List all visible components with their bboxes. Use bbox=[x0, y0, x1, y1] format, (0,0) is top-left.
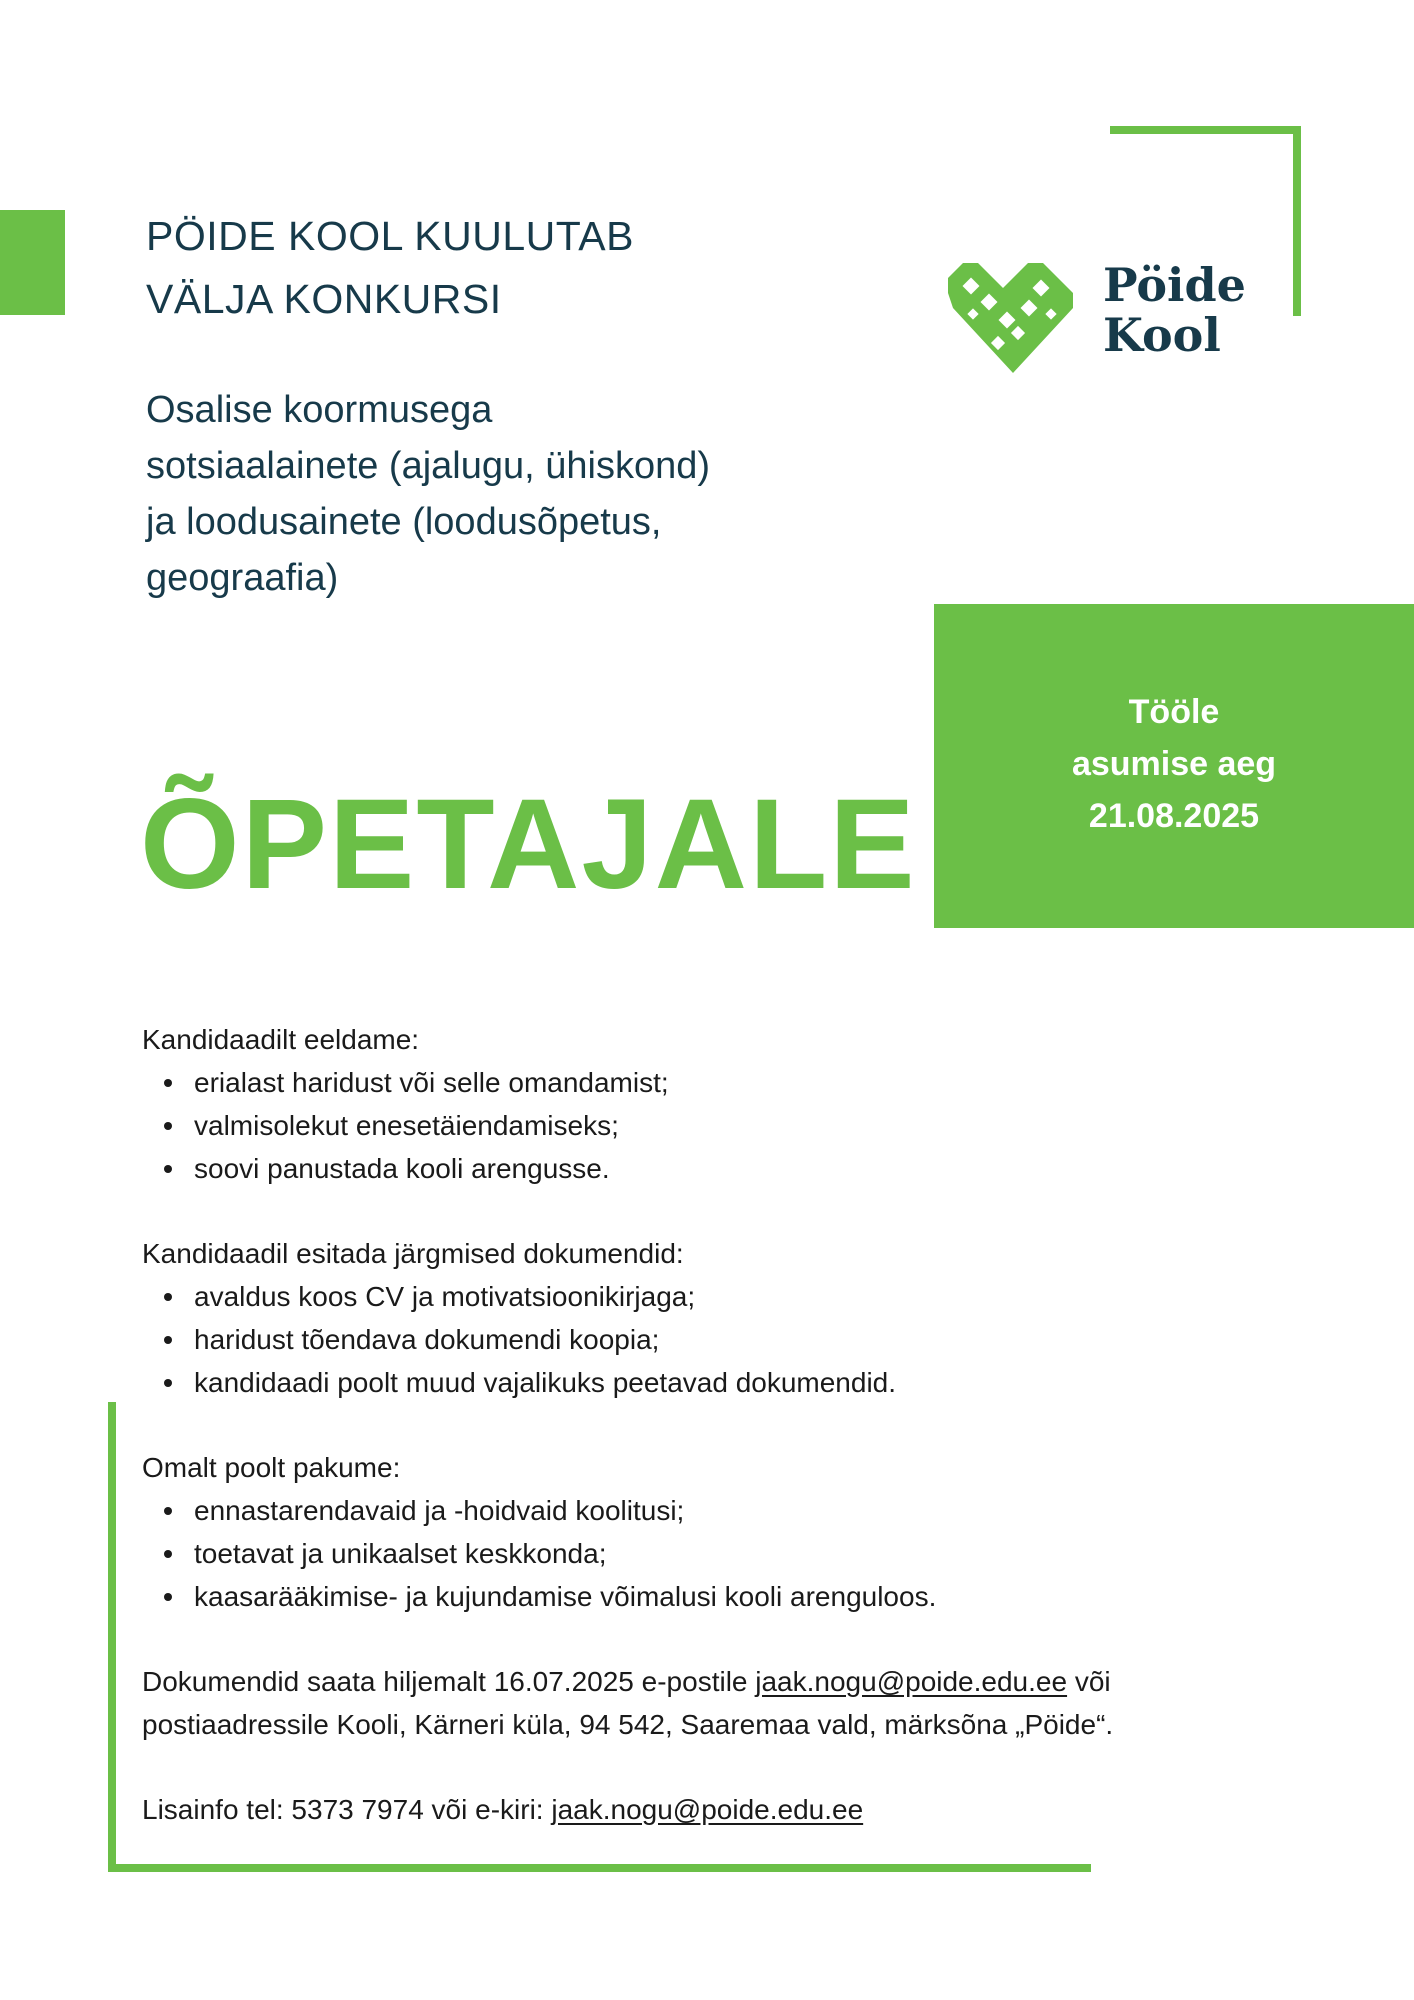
list-item: haridust tõendava dokumendi koopia; bbox=[194, 1318, 1242, 1361]
description-line: sotsiaalainete (ajalugu, ühiskond) bbox=[146, 445, 711, 487]
list-item: kaasarääkimise- ja kujundamise võimalusi kooli arenguloos. bbox=[194, 1575, 1242, 1618]
requirements-section bbox=[142, 1018, 1242, 1190]
contact-text: Lisainfo tel: 5373 7974 või e-kiri: bbox=[142, 1794, 552, 1825]
page-title: ÕPETAJALE bbox=[140, 773, 917, 916]
list-item: toetavat ja unikaalset keskkonda; bbox=[194, 1532, 1242, 1575]
description-line: Osalise koormusega bbox=[146, 389, 493, 431]
description-line: ja loodusainete (loodusõpetus, bbox=[146, 501, 662, 543]
section-title: Omalt poolt pakume: bbox=[142, 1452, 401, 1483]
list-item: erialast haridust või selle omandamist; bbox=[194, 1061, 1242, 1104]
list-item: avaldus koos CV ja motivatsioonikirjaga; bbox=[194, 1275, 1242, 1318]
decorative-corner-right bbox=[1293, 126, 1301, 316]
announcement-body bbox=[142, 1018, 1242, 1873]
list-item: kandidaadi poolt muud vajalikuks peetavad dokumendid. bbox=[194, 1361, 1242, 1404]
decorative-green-block bbox=[0, 210, 65, 315]
list-item: ennastarendavaid ja -hoidvaid koolitusi; bbox=[194, 1489, 1242, 1532]
start-date-line-1: Tööle bbox=[1128, 693, 1220, 731]
submission-instructions bbox=[142, 1660, 1242, 1746]
contact-email-link[interactable]: jaak.nogu@poide.edu.ee bbox=[551, 1794, 864, 1825]
section-title: Kandidaadil esitada järgmised dokumendid: bbox=[142, 1238, 684, 1269]
start-date-value: 21.08.2025 bbox=[1088, 797, 1260, 835]
logo-line-1: Pöide bbox=[1103, 258, 1246, 312]
start-date-text bbox=[934, 686, 1414, 842]
heart-pattern-icon bbox=[943, 258, 1083, 378]
documents-list bbox=[142, 1275, 1242, 1404]
documents-section bbox=[142, 1232, 1242, 1404]
description-line: geograafia) bbox=[146, 557, 339, 599]
requirements-list bbox=[142, 1061, 1242, 1190]
list-item: soovi panustada kooli arengusse. bbox=[194, 1147, 1242, 1190]
submission-text-or: või bbox=[1067, 1666, 1111, 1697]
list-item: valmisolekut enesetäiendamiseks; bbox=[194, 1104, 1242, 1147]
offer-list bbox=[142, 1489, 1242, 1618]
submission-email-link[interactable]: jaak.nogu@poide.edu.ee bbox=[755, 1666, 1068, 1697]
logo-wordmark bbox=[1103, 260, 1246, 360]
submission-text: Dokumendid saata hiljemalt 16.07.2025 e-postile bbox=[142, 1666, 756, 1697]
position-description bbox=[146, 382, 806, 606]
contact-info bbox=[142, 1788, 1242, 1831]
postal-address-text: postiaadressile Kooli, Kärneri küla, 94 542, Saaremaa vald, märksõna „Pöide“. bbox=[142, 1709, 1114, 1740]
decorative-corner-left bbox=[108, 1402, 116, 1872]
decorative-corner-top bbox=[1110, 126, 1301, 134]
offer-section bbox=[142, 1446, 1242, 1618]
section-title: Kandidaadilt eeldame: bbox=[142, 1024, 420, 1055]
heading-line-2: VÄLJA KONKURSI bbox=[146, 276, 502, 322]
announcement-heading bbox=[146, 205, 846, 331]
start-date-line-2: asumise aeg bbox=[1071, 745, 1277, 783]
school-logo bbox=[943, 258, 1246, 378]
logo-line-2: Kool bbox=[1103, 308, 1221, 362]
start-date-box bbox=[934, 604, 1414, 928]
heading-line-1: PÖIDE KOOL KUULUTAB bbox=[146, 213, 634, 259]
